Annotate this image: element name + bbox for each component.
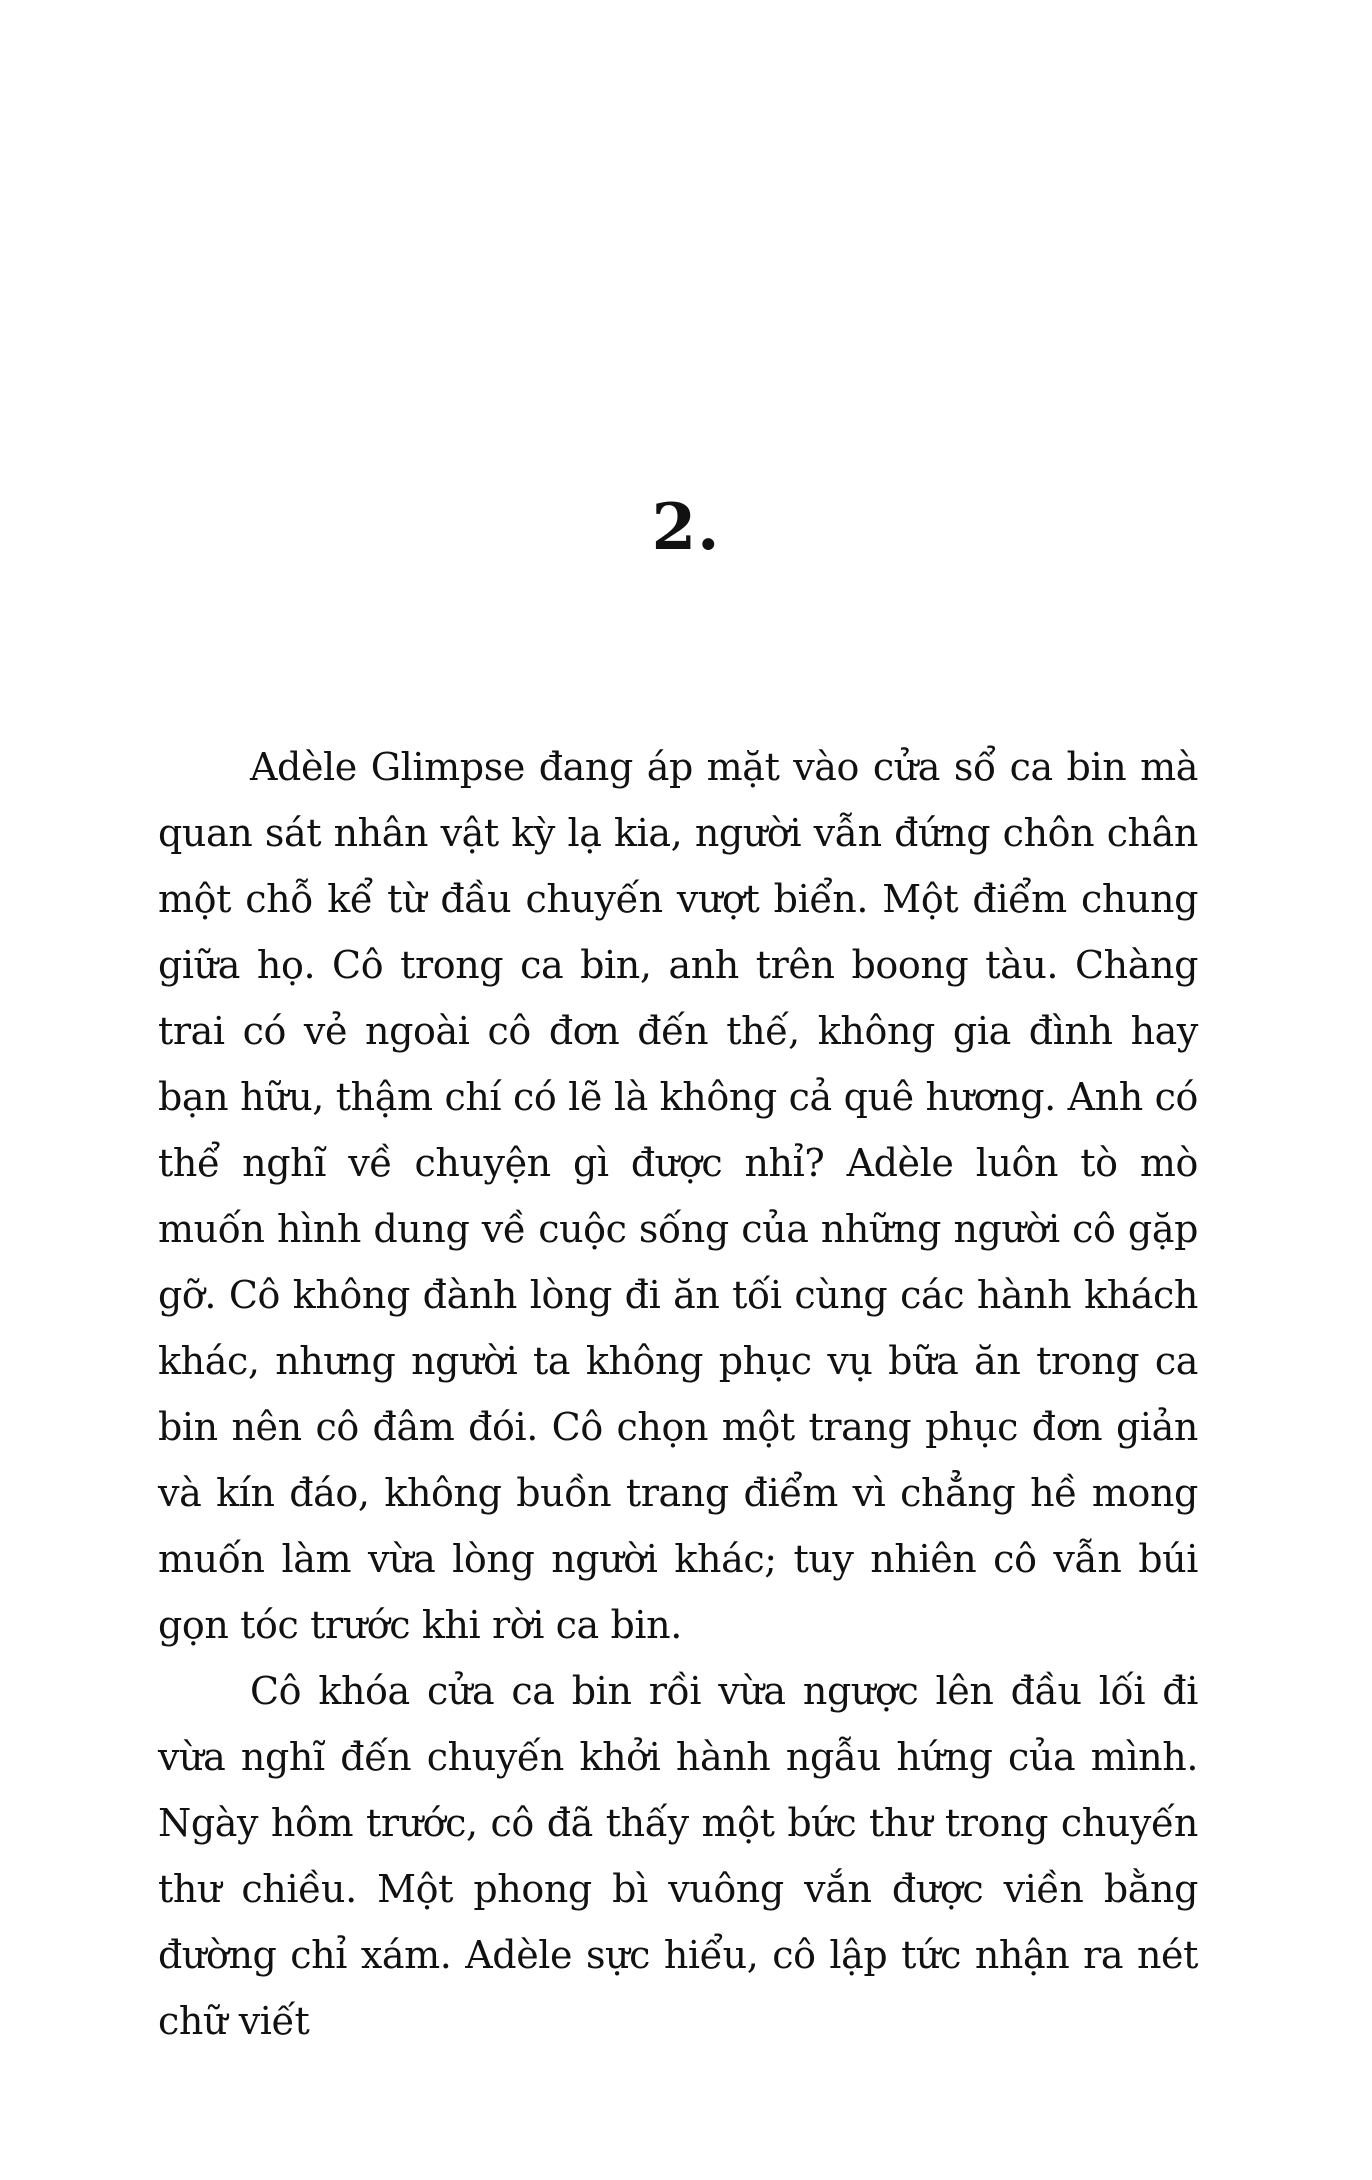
chapter-number: 2. (651, 490, 721, 565)
paragraph-1: Adèle Glimpse đang áp mặt vào cửa sổ ca bin mà quan sát nhân vật kỳ lạ kia, người vẫn đứng chôn chân một chỗ kể từ đầu chuyến vượt biển. Một điểm chung giữa họ. Cô trong ca bin, anh trên boong tàu. Chàng trai có vẻ ngoài cô đơn đến thế, không gia đình hay bạn hữu, thậm chí có lẽ là không cả quê hương. Anh có thể nghĩ về chuyện gì được nhỉ? Adèle luôn tò mò muốn hình dung về cuộc sống của những người cô gặp gỡ. Cô không đành lòng đi ăn tối cùng các hành khách khác, nhưng người ta không phục vụ bữa ăn trong ca bin nên cô đâm đói. Cô chọn một trang phục đơn giản và kín đáo, không buồn trang điểm vì chẳng hề mong muốn làm vừa lòng người khác; tuy nhiên cô vẫn búi gọn tóc trước khi rời ca bin. (158, 745, 1198, 1647)
chapter-body (158, 734, 1198, 2054)
paragraph-2: Cô khóa cửa ca bin rồi vừa ngược lên đầu lối đi vừa nghĩ đến chuyến khởi hành ngẫu hứng của mình. Ngày hôm trước, cô đã thấy một bức thư trong chuyến thư chiều. Một phong bì vuông vắn được viền bằng đường chỉ xám. Adèle sực hiểu, cô lập tức nhận ra nét chữ viết (158, 1669, 1198, 2043)
